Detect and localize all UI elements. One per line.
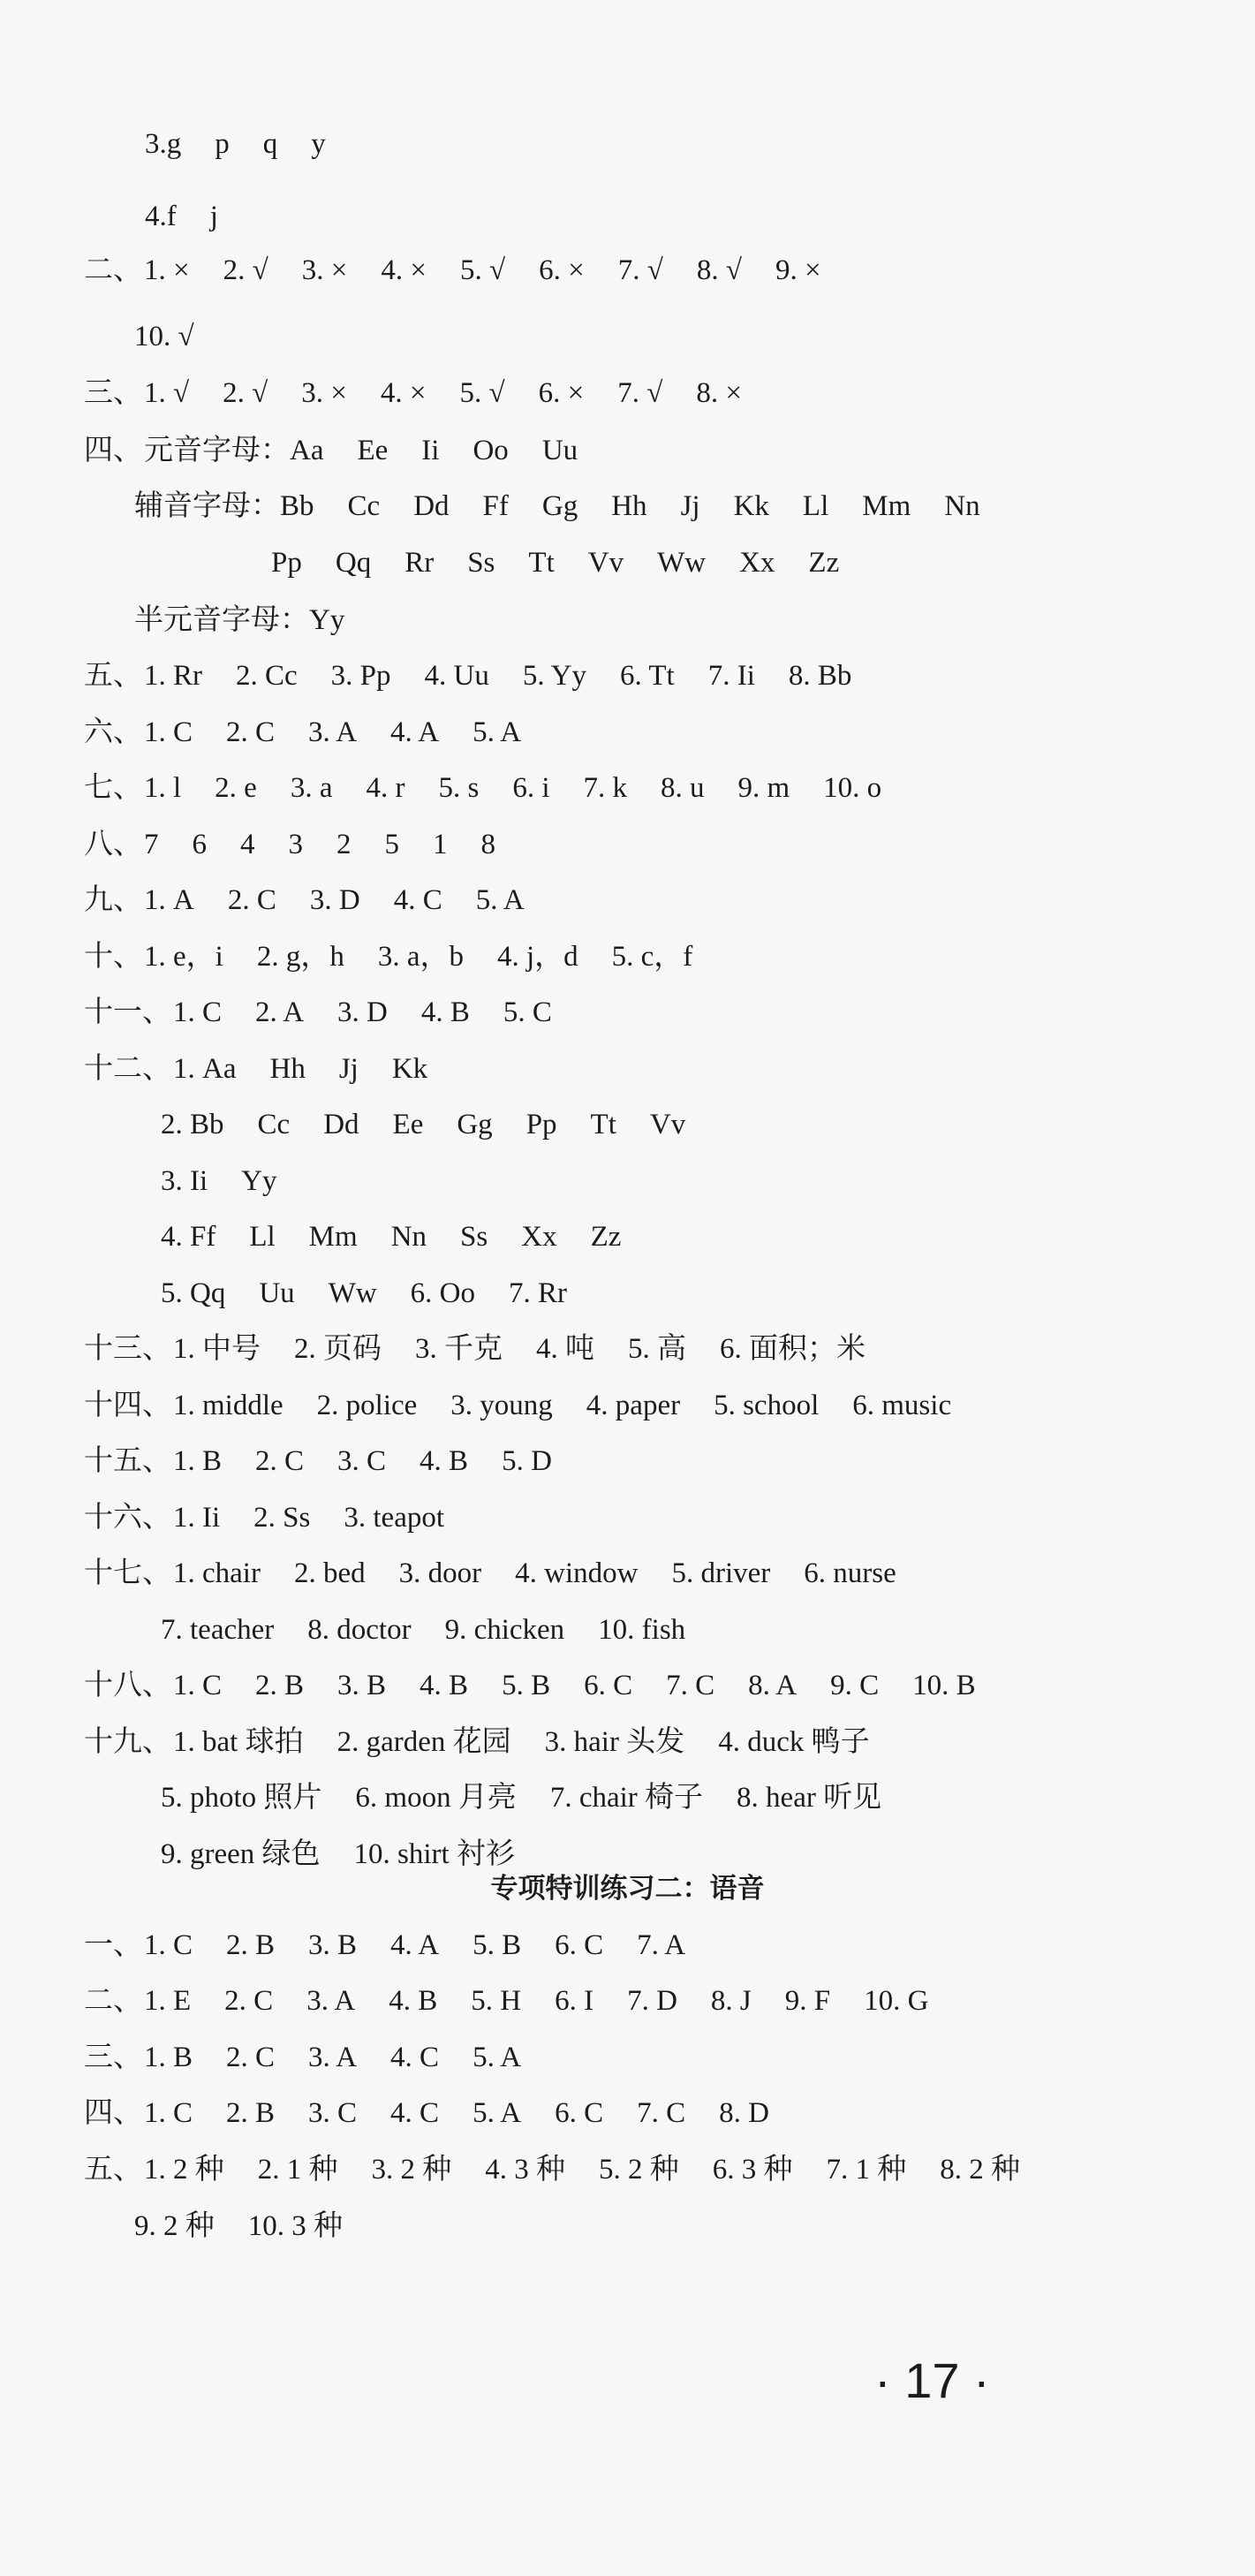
answer-item: 3. Pp: [330, 660, 391, 692]
answer-line: [84, 1668, 976, 1703]
answer-line: [143, 199, 218, 234]
page-number: · 17 ·: [874, 2352, 990, 2408]
answer-item: 10. o: [823, 772, 882, 804]
answer-item: 4. C: [390, 2097, 440, 2129]
answer-item: 5. Yy: [522, 660, 586, 692]
answer-item: Uu: [541, 435, 578, 466]
answer-item: 3. A: [306, 1985, 356, 2017]
answer-line: [84, 658, 851, 693]
answer-item: 8. doctor: [307, 1614, 412, 1646]
question-label: 三、: [84, 2042, 142, 2073]
answer-item: 1: [433, 829, 448, 860]
answer-item: 2. bed: [293, 1557, 366, 1589]
answer-item: 9. green 绿色: [161, 1838, 321, 1870]
answer-item: 2. A: [255, 996, 305, 1028]
answer-item: Ww: [328, 1277, 377, 1309]
answer-line: [159, 1780, 881, 1815]
answer-item: 4. Ff: [161, 1221, 216, 1253]
answer-item: Pp: [271, 547, 302, 579]
section-title: 专项特训练习二：语音: [490, 1873, 765, 1905]
answer-item: Oo: [473, 435, 509, 466]
answer-item: 2. B: [226, 1929, 276, 1961]
answer-item: 2. √: [223, 377, 268, 409]
answer-item: 2. C: [255, 1445, 305, 1477]
answer-line: [84, 770, 881, 806]
answer-item: 2. garden 花园: [336, 1726, 511, 1758]
answer-item: 1. 2 种: [144, 2154, 224, 2186]
answer-item: Hh: [611, 490, 647, 522]
answer-item: 2. police: [316, 1390, 418, 1421]
answer-item: 4.f: [145, 201, 177, 232]
answer-item: 3. A: [308, 2042, 358, 2073]
answer-item: 5. c，f: [611, 941, 693, 973]
question-label: 九、: [84, 884, 142, 916]
answer-line: [159, 1219, 621, 1254]
answer-item: 4. Uu: [424, 660, 489, 692]
question-label: 十一、: [84, 996, 171, 1028]
answer-line: [84, 253, 821, 288]
answer-line: [159, 1107, 685, 1142]
answer-item: 6. C: [555, 2097, 604, 2129]
question-label: 十五、: [84, 1445, 171, 1477]
answer-item: 5. D: [502, 1445, 552, 1477]
question-label: 五、: [84, 2154, 142, 2186]
answer-line: [159, 1276, 567, 1311]
answer-item: 9. 2 种: [134, 2210, 215, 2242]
answer-item: Dd: [323, 1109, 359, 1140]
answer-line: [132, 489, 980, 524]
answer-line: [159, 1163, 277, 1199]
answer-item: 2. Ss: [253, 1502, 311, 1534]
answer-item: 2. e: [215, 772, 257, 804]
answer-item: 4. B: [420, 1445, 469, 1477]
answer-item: Gg: [457, 1109, 493, 1140]
answer-line: [84, 1556, 896, 1591]
answer-item: 7. D: [627, 1985, 677, 2017]
answer-item: 6. moon 月亮: [355, 1782, 517, 1814]
question-label: 四、: [84, 435, 142, 466]
answer-item: 2. g，h: [256, 941, 344, 973]
answer-item: 半元音字母：Yy: [134, 604, 345, 636]
answer-item: 4. B: [420, 996, 470, 1028]
answer-item: Ss: [467, 547, 495, 579]
answer-item: 5. H: [471, 1985, 522, 2017]
question-label: 十八、: [84, 1670, 171, 1701]
answer-line: [84, 1443, 552, 1479]
answer-item: Tt: [590, 1109, 616, 1140]
answer-item: 6. 面积；米: [720, 1333, 866, 1365]
answer-item: 4. 吨: [536, 1333, 594, 1365]
answer-item: p: [215, 128, 230, 160]
answer-item: 8. hear 听见: [737, 1782, 882, 1814]
answer-item: 4. window: [515, 1557, 639, 1589]
answer-line: [159, 1837, 515, 1872]
question-label: 三、: [84, 377, 142, 409]
answer-item: 5. driver: [671, 1557, 771, 1589]
answer-item: 1. B: [144, 2042, 193, 2073]
question-label: 一、: [84, 1929, 142, 1961]
answer-item: Ll: [802, 490, 829, 522]
answer-item: 元音字母：Aa: [144, 435, 324, 466]
answer-item: 8. Bb: [788, 660, 852, 692]
answer-item: 1. A: [144, 884, 194, 916]
question-label: 二、: [84, 1985, 142, 2017]
answer-item: 8. ×: [696, 377, 742, 409]
answer-item: 2: [336, 829, 352, 860]
answer-item: 1. B: [173, 1445, 223, 1477]
answer-item: 8: [480, 829, 495, 860]
answer-item: Yy: [241, 1165, 277, 1197]
answer-item: 3. B: [308, 1929, 358, 1961]
question-label: 五、: [84, 660, 142, 692]
answer-item: 3. B: [337, 1670, 387, 1701]
answer-line: [84, 2040, 521, 2075]
answer-item: 4. A: [390, 1929, 440, 1961]
answer-item: 10. √: [134, 321, 194, 352]
answer-item: 5. A: [473, 2042, 522, 2073]
answer-item: 2. C: [227, 884, 276, 916]
answer-item: 2. B: [226, 2097, 276, 2129]
answer-item: 5. photo 照片: [161, 1782, 322, 1814]
answer-item: 1. Ii: [173, 1502, 221, 1534]
answer-item: 3. D: [309, 884, 360, 916]
answer-item: 5. √: [460, 254, 506, 286]
answer-item: 1. √: [144, 377, 190, 409]
answer-item: 3. ×: [301, 254, 348, 286]
answer-item: 6. I: [555, 1985, 594, 2017]
answer-item: 3. ×: [301, 377, 347, 409]
answer-item: 4. r: [366, 772, 405, 804]
answer-item: 10. shirt 衬衫: [353, 1838, 515, 1870]
answer-item: 9. m: [737, 772, 790, 804]
answer-item: 7. chair 椅子: [549, 1782, 704, 1814]
answer-line: [84, 827, 495, 862]
answer-item: 1. C: [144, 2097, 193, 2129]
answer-line: [84, 2152, 1020, 2187]
answer-item: 3. a，b: [377, 941, 464, 973]
answer-item: Kk: [391, 1053, 428, 1085]
answer-item: 1. chair: [173, 1557, 261, 1589]
answer-item: 3. A: [308, 716, 358, 748]
question-label: 十四、: [84, 1390, 171, 1421]
answer-item: 7. k: [583, 772, 627, 804]
answer-item: 5. A: [475, 884, 525, 916]
answer-line: [84, 1388, 951, 1423]
answer-item: 3. young: [450, 1390, 553, 1421]
answer-item: 3. D: [337, 996, 388, 1028]
answer-item: 5. B: [502, 1670, 551, 1701]
answer-item: Ww: [657, 547, 707, 579]
answer-item: 8. J: [710, 1985, 752, 2017]
answer-item: 2. C: [226, 2042, 276, 2073]
answer-item: 3. a: [290, 772, 333, 804]
answer-item: 1. l: [144, 772, 182, 804]
question-label: 六、: [84, 716, 142, 748]
answer-item: 7. C: [666, 1670, 715, 1701]
answer-item: 1. middle: [173, 1390, 284, 1421]
answer-item: 1. C: [173, 1670, 223, 1701]
answer-item: 7. Ii: [707, 660, 755, 692]
answer-item: 5. √: [459, 377, 505, 409]
answer-line: [84, 715, 521, 750]
answer-item: 4. ×: [380, 377, 427, 409]
answer-item: Cc: [257, 1109, 291, 1140]
answer-item: Ii: [421, 435, 440, 466]
answer-item: 1. Rr: [144, 660, 202, 692]
answer-item: 3: [288, 829, 303, 860]
answer-line: [84, 939, 692, 974]
answer-item: 3. 2 种: [371, 2154, 452, 2186]
answer-item: 4. ×: [381, 254, 427, 286]
answer-item: 9. F: [784, 1985, 831, 2017]
answer-item: 4. j，d: [496, 941, 578, 973]
answer-item: 4. A: [390, 716, 440, 748]
answer-item: 6. ×: [539, 254, 585, 286]
answer-item: Ee: [357, 435, 389, 466]
answer-item: 3. hair 头发: [544, 1726, 685, 1758]
answer-item: 2. B: [255, 1670, 305, 1701]
answer-line: [132, 2209, 343, 2244]
answer-item: Ee: [392, 1109, 424, 1140]
answer-item: 4. 3 种: [485, 2154, 565, 2186]
answer-item: Nn: [944, 490, 980, 522]
answer-item: 6: [192, 829, 207, 860]
answer-item: 5. C: [503, 996, 552, 1028]
answer-item: Qq: [335, 547, 372, 579]
answer-item: Vv: [649, 1109, 686, 1140]
answer-item: 7. A: [637, 1929, 686, 1961]
answer-item: 3. door: [398, 1557, 482, 1589]
answer-item: 6. Tt: [619, 660, 675, 692]
answer-item: 3. teapot: [344, 1502, 445, 1534]
answer-item: 5. Qq: [161, 1277, 226, 1309]
answer-item: 2. C: [224, 1985, 274, 2017]
answer-item: 1. C: [144, 1929, 193, 1961]
question-label: 十七、: [84, 1557, 171, 1589]
answer-item: 1. bat 球拍: [173, 1726, 304, 1758]
answer-line: [84, 1500, 444, 1535]
answer-item: Ff: [482, 490, 509, 522]
answer-item: 5. 2 种: [599, 2154, 679, 2186]
answer-item: 5. school: [714, 1390, 820, 1421]
answer-item: 6. nurse: [804, 1557, 896, 1589]
answer-item: 3. C: [308, 2097, 358, 2129]
answer-item: 1. Aa: [173, 1053, 237, 1085]
answer-item: 1. ×: [144, 254, 190, 286]
answer-line: [84, 1983, 928, 2019]
answer-item: 5. s: [438, 772, 480, 804]
answer-item: 4. C: [390, 2042, 440, 2073]
answer-line: [143, 126, 326, 162]
answer-item: 3. 千克: [415, 1333, 503, 1365]
answer-item: 5. 高: [628, 1333, 686, 1365]
answer-line: [84, 1331, 866, 1367]
question-label: 八、: [84, 829, 142, 860]
answer-line: [84, 1928, 685, 1963]
answer-item: 5. A: [473, 716, 522, 748]
answer-item: y: [311, 128, 326, 160]
answer-item: Xx: [739, 547, 775, 579]
answer-item: Zz: [590, 1221, 622, 1253]
answer-item: 7. teacher: [161, 1614, 275, 1646]
answer-item: Xx: [521, 1221, 557, 1253]
answer-item: 8. u: [661, 772, 705, 804]
answer-item: 10. G: [864, 1985, 929, 2017]
question-label: 十二、: [84, 1053, 171, 1085]
answer-item: Ss: [460, 1221, 488, 1253]
answer-item: 2. Bb: [161, 1109, 224, 1140]
answer-item: 8. 2 种: [940, 2154, 1020, 2186]
question-label: 二、: [84, 254, 142, 286]
answer-item: 1. 中号: [173, 1333, 261, 1365]
answer-item: Uu: [259, 1277, 295, 1309]
answer-item: Mm: [862, 490, 911, 522]
answer-item: 6. Oo: [410, 1277, 476, 1309]
answer-item: 6. ×: [538, 377, 585, 409]
question-label: 十、: [84, 941, 142, 973]
answer-item: 10. fish: [598, 1614, 686, 1646]
answer-item: 6. music: [852, 1390, 952, 1421]
answer-item: Kk: [733, 490, 769, 522]
answer-item: 7. Rr: [509, 1277, 568, 1309]
answer-line: [84, 1051, 427, 1087]
answer-line: [84, 883, 525, 918]
answer-item: 2. Cc: [236, 660, 298, 692]
answer-item: Zz: [808, 547, 840, 579]
answer-item: 2. √: [223, 254, 268, 286]
answer-item: 6. C: [555, 1929, 604, 1961]
answer-item: 2. 1 种: [257, 2154, 338, 2186]
answer-line: [84, 375, 742, 411]
question-label: 十六、: [84, 1502, 171, 1534]
answer-line: [269, 545, 839, 580]
answer-line: [84, 2095, 769, 2131]
answer-item: 4. B: [420, 1670, 469, 1701]
answer-item: 1. E: [144, 1985, 192, 2017]
answer-item: 6. i: [512, 772, 550, 804]
question-label: 十三、: [84, 1333, 171, 1365]
answer-item: 7. √: [617, 254, 663, 286]
answer-item: 辅音字母：Bb: [134, 490, 314, 522]
answer-item: Rr: [404, 547, 435, 579]
question-label: 十九、: [84, 1726, 171, 1758]
answer-item: Ll: [249, 1221, 276, 1253]
question-label: 七、: [84, 772, 142, 804]
answer-item: 4. duck 鸭子: [718, 1726, 870, 1758]
answer-item: 8. √: [696, 254, 742, 286]
answer-item: 2. C: [226, 716, 276, 748]
answer-item: 8. D: [719, 2097, 769, 2129]
answer-line: [84, 1724, 870, 1760]
answer-item: Dd: [413, 490, 450, 522]
answer-item: Gg: [541, 490, 578, 522]
answer-line: [159, 1612, 685, 1648]
answer-item: 7: [144, 829, 159, 860]
answer-item: 1. C: [144, 716, 193, 748]
answer-item: 6. C: [584, 1670, 633, 1701]
answer-item: 7. 1 种: [826, 2154, 907, 2186]
answer-item: 4. paper: [586, 1390, 681, 1421]
answer-item: Pp: [525, 1109, 557, 1140]
answer-item: 10. B: [912, 1670, 976, 1701]
answer-item: 5. B: [473, 1929, 522, 1961]
answer-item: 10. 3 种: [247, 2210, 343, 2242]
answer-item: Vv: [587, 547, 624, 579]
answer-item: Tt: [528, 547, 555, 579]
answer-item: 9. C: [830, 1670, 880, 1701]
answer-item: q: [262, 128, 278, 160]
answer-line: [84, 433, 578, 468]
answer-item: 7. C: [637, 2097, 686, 2129]
answer-item: 4: [240, 829, 255, 860]
answer-item: Jj: [680, 490, 700, 522]
answer-line: [132, 602, 344, 638]
answer-item: 3. Ii: [161, 1165, 208, 1197]
answer-item: 4. B: [389, 1985, 438, 2017]
answer-item: 5. A: [473, 2097, 522, 2129]
answer-item: 9. ×: [775, 254, 821, 286]
answer-item: 6. 3 种: [712, 2154, 793, 2186]
answer-item: Mm: [308, 1221, 358, 1253]
answer-item: 8. A: [748, 1670, 798, 1701]
answer-item: 2. 页码: [294, 1333, 382, 1365]
answer-item: 3. C: [337, 1445, 387, 1477]
answer-item: Jj: [338, 1053, 359, 1085]
answer-item: Hh: [269, 1053, 306, 1085]
answer-item: 9. chicken: [444, 1614, 565, 1646]
answer-item: 3.g: [145, 128, 182, 160]
answer-item: 1. C: [173, 996, 223, 1028]
answer-line: [132, 319, 194, 354]
answer-item: 7. √: [617, 377, 663, 409]
answer-item: 5: [384, 829, 399, 860]
answer-line: [84, 995, 552, 1030]
answer-item: 1. e，i: [144, 941, 223, 973]
question-label: 四、: [84, 2097, 142, 2129]
answer-item: j: [209, 201, 218, 232]
answer-item: Cc: [347, 490, 381, 522]
answer-item: Nn: [390, 1221, 427, 1253]
answer-item: 4. C: [393, 884, 442, 916]
